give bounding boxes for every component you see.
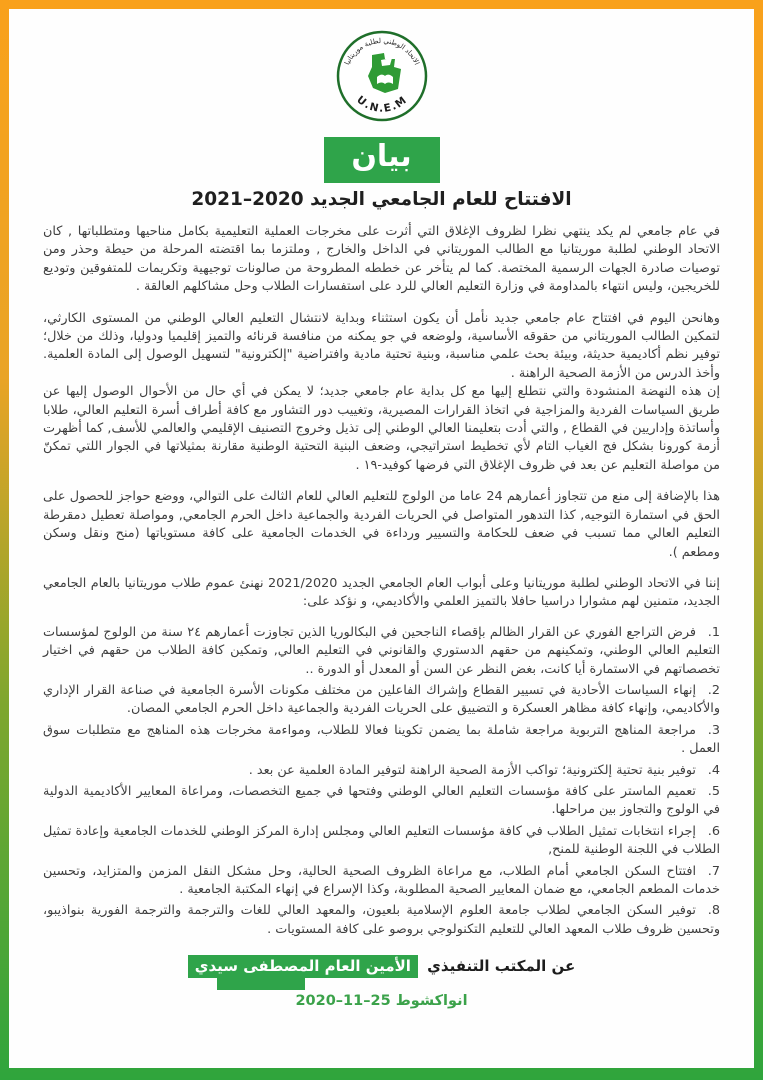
unem-logo-emblem [335, 29, 429, 123]
demand-text: إنهاء السياسات الأحادية في تسيير القطاع وإشراك الفاعلين من مختلف مكونات الأسرة الجامعية في صناعة القرار الإداري والأكاديمي، وإنهاء كافة مظاهر العسكرة و التضييق على الحريات الفردية والجماعية داخل الحرم الجامعي المصان. [43, 682, 720, 717]
statement-footer [43, 955, 720, 1009]
paragraph-grievances: هذا بالإضافة إلى منع من تتجاوز أعمارهم 24 عاما من الولوج للتعليم العالي للعام الثالث على التوالي، ووضع حواجز للحصول على الحق في استمارة التوجيه, كذا التدهور المتواصل في الحريات الفردية والجماعية داخل الحرم الجامعي, ومواصلة تعطيل دمقرطة التعليم العالي مما تسبب في ضعف للحكامة والتسيير ورداءة في الخدمات الجامعية على كافة مستوياتها (منح ونقل وسكن ومطعم ). [43, 489, 720, 560]
demand-item-5 [43, 783, 720, 820]
demand-number: 6. [707, 823, 720, 839]
demand-text: مراجعة المناهج التربوية مراجعة شاملة بما يضمن تكوينا فعالا للطلاب، ومواءمة مخرجات هذه المناهج مع متطلبات سوق العمل . [43, 722, 720, 757]
demand-text: توفير بنية تحتية إلكترونية؛ تواكب الأزمة الصحية الراهنة لتوفير المادة العلمية عن بعد . [248, 762, 696, 778]
demand-text: تعميم الماستر على كافة مؤسسات التعليم العالي الوطني وفتحها في جميع التخصصات، ومراعاة المعايير الأكاديمية الدولية في الولوج والتجاوز بين مراحلها. [43, 783, 720, 818]
logo-arc-text: الاتحاد الوطني لطلبة موريتانيا [342, 36, 421, 67]
demand-number: 8. [707, 903, 720, 919]
paragraph-hopes: وهانحن اليوم في افتتاح عام جامعي جديد نأمل أن يكون استثناء وبداية لانتشال التعليم العالي الوطني من المستوى الكارثي، لتمكين الطالب الموريتاني من حقوقه الأساسية، ولوضعه في جو يمكنه من منافسة قرنائه والتميز إقليميا ودوليا، وذلك من خلال؛ توفير نظم أكاديمية حديثة، وبيئة بحث علمي مناسبة، وبنية تحتية مادية وافتراضية "إلكترونية" لتسهيل الوصول إلى المادة العلمية. وأخذ الدرس من الأزمة الصحية الراهنة . [43, 310, 720, 381]
demand-item-1 [43, 624, 720, 679]
paragraph-congratulations: إننا في الاتحاد الوطني لطلبة موريتانيا وعلى أبواب العام الجامعي الجديد 2021/2020 نهنئ عموم طلاب موريتانيا بالعام الجامعي الجديد، متمنين لهم مشوارا دراسيا حافلا بالتميز العلمي والأكاديمي، و نؤكد على: [43, 575, 720, 610]
page-title: الافتتاح للعام الجامعي الجديد 2020–2021 [191, 189, 572, 210]
demand-item-4 [43, 762, 720, 780]
demand-number: 5. [707, 783, 720, 799]
demand-text: فرض التراجع الفوري عن القرار الظالم بإقصاء الناجحين في البكالوريا الذين تجاوزت أعمارهم ٢٤ سنة من الولوج لمؤسسات التعليم العالي الوطني، وتمكينهم من حقهم الدستوري والقانوني في التعليم العالي, وتمكين كافة الطلاب من حقهم في اختيار تخصصاتهم في الاستمارة أيا كانت، بغض النظر عن السن أو المعدل أو الدورة .. [43, 624, 720, 677]
demand-number: 4. [707, 762, 720, 778]
demand-number: 2. [707, 682, 720, 698]
signer-name-highlight: الأمين العام المصطفى سيدي [188, 955, 418, 978]
paragraph-intro: في عام جامعي لم يكد ينتهي نظرا لظروف الإغلاق التي أثرت على مخرجات العملية التعليمية بكامل مناحيها ومتطلباتها , كان الاتحاد الوطني لطلبة موريتانيا مع الطالب الموريتاني في الداخل والخارج , وملتزما بما اقتضته المرحلة من حيطة وحذر ومن توصيات صادرة الجهات الرسمية المختصة. كما لم يتأخر عن خططه المطروحة من صالونات توجيهية وتكريمات للمتفوقين وتوديع للخريجين، وليس انتهاء بالمداومة في وزارة التعليم العالي للرد على استفسارات الطلاب وحل مشاكلهم العالقة . [43, 224, 720, 295]
statement-page [9, 9, 754, 1068]
statement-banner-label: بيان [351, 139, 412, 174]
signature-line [43, 955, 720, 978]
demand-item-6 [43, 823, 720, 860]
open-book-icon [377, 75, 393, 84]
place-and-date: انواكشوط 25–11–2020 [295, 993, 468, 1010]
statement-banner [324, 137, 440, 183]
demand-item-3 [43, 722, 720, 759]
demand-number: 7. [707, 863, 720, 879]
signature-prefix: عن المكتب التنفيذي [427, 957, 576, 976]
signer-highlight-tail [217, 977, 305, 990]
demands-list [43, 624, 720, 940]
demand-number: 3. [707, 722, 720, 738]
statement-body [43, 223, 720, 612]
unem-logo [43, 29, 720, 127]
demand-item-7 [43, 863, 720, 900]
demand-item-8 [43, 902, 720, 939]
demand-text: إجراء انتخابات تمثيل الطلاب في كافة مؤسسات التعليم العالي ومجلس إدارة المركز الوطني للخدمات الجامعية وإعادة تمثيل الطلاب في اللجنة الوطنية للمنح, [43, 823, 720, 858]
demand-text: توفير السكن الجامعي لطلاب جامعة العلوم الإسلامية بلعيون، والمعهد العالي للغات والترجمة والترجمة الفورية بنواذيبو، وتحسين ظروف طلاب المعهد العالي للتعليم التكنولوجي بروصو على كافة المستويات . [43, 903, 720, 937]
logo-acronym: U.N.E.M [353, 93, 410, 115]
paragraph-renaissance: إن هذه النهضة المنشودة والتي نتطلع إليها مع كل بداية عام جامعي جديد؛ لا يمكن في أي حال من الأحوال الوصول إليها عن طريق السياسات الفردية والمزاجية في اتخاذ القرارات المصيرية، وتغييب دور التشاور مع كافة أطراف أسرة التعليم العالي، طلابا وأساتذة وإداريين في القطاع , والتي أدت بتعليمنا العالي الوطني إلى تذيل وخروج التصنيف الإقليمي والعالمي للأسف, كما أظهرت أزمة كورونا بشكل فج الغياب التام لأي تخطيط استراتيجي، وضعف البنية التحتية الوطنية مقارنة بمثيلاتها في الجوار اللتي تمكنّ من مواصلة التعليم عن بعد في ظروف الإغلاق التي فرضها كوفيد-١٩ . [43, 384, 720, 473]
demand-text: افتتاح السكن الجامعي أمام الطلاب، مع مراعاة الظروف الصحية الحالية، وحل مشكل النقل المزمن والمتزايد، وتحسين خدمات المطعم الجامعي، مع ضمان المعايير الصحية المطلوبة، وكذا الإسراع في إنهاء المكتبة الجامعية . [43, 863, 720, 897]
demand-number: 1. [707, 624, 720, 640]
demand-item-2 [43, 682, 720, 719]
